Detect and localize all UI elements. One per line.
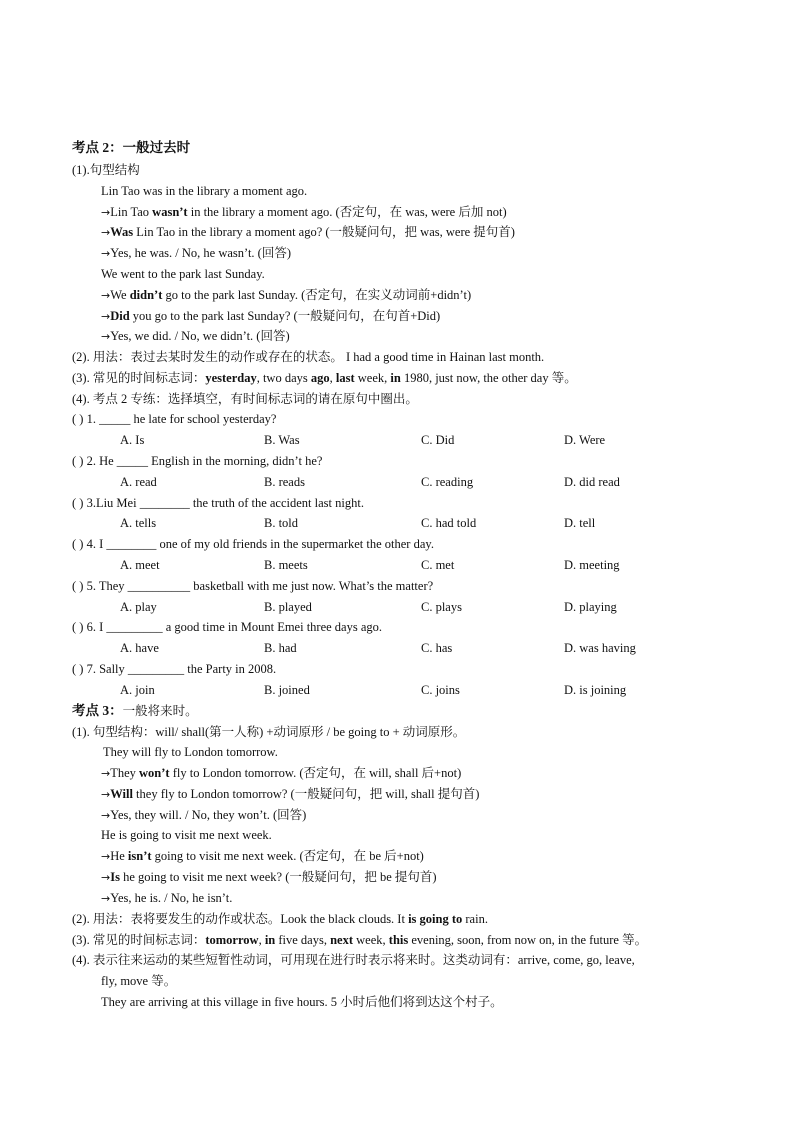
option-a: A. have (120, 641, 159, 655)
usage-line: (2). 用法：表将要发生的动作或状态。Look the black clouds. It is going to rain. (72, 912, 488, 926)
option-c: C. reading (421, 475, 474, 489)
example-sentence: We went to the park last Sunday. (101, 267, 265, 281)
key-word: wasn’t (152, 205, 188, 219)
option-a: A. join (120, 683, 155, 697)
arrow-icon: → (101, 310, 111, 323)
section3-title: 考点 3：一般将来时。 (72, 703, 198, 718)
option-d: D. meeting (564, 558, 620, 572)
question-form: →Is he going to visit me next week? (一般疑问句，把 be 提句首) (101, 870, 437, 884)
option-c: C. Did (421, 433, 455, 447)
arrow-icon: → (101, 809, 111, 822)
answer-form: →Yes, he is. / No, he isn’t. (101, 891, 233, 905)
arrow-icon: → (101, 850, 111, 863)
arrow-icon: → (101, 206, 111, 219)
option-b: B. reads (264, 475, 305, 489)
option-d: D. was having (564, 641, 636, 655)
question-form: →Will they fly to London tomorrow? (一般疑问句，把 will, shall 提句首) (101, 787, 480, 801)
arrow-icon: → (101, 247, 111, 260)
note-line: (4). 表示往来运动的某些短暂性动词，可用现在进行时表示将来时。这类动词有：arrive, come, go, leave, (72, 953, 635, 967)
example-sentence: They will fly to London tomorrow. (103, 745, 278, 759)
option-c: C. plays (421, 600, 462, 614)
note-line-continued: fly, move 等。 (101, 974, 177, 988)
negative-form: →Lin Tao wasn’t in the library a moment ago. (否定句，在 was, were 后加 not) (101, 205, 507, 219)
option-c: C. has (421, 641, 453, 655)
key-word: Was (110, 225, 134, 239)
option-b: B. joined (264, 683, 310, 697)
question-stem: ( ) 1. _____ he late for school yesterday? (72, 412, 277, 426)
example-sentence: He is going to visit me next week. (101, 828, 272, 842)
arrow-icon: → (101, 871, 111, 884)
arrow-icon: → (101, 788, 111, 801)
option-d: D. playing (564, 600, 617, 614)
usage-line: (2). 用法：表过去某时发生的动作或存在的状态。 I had a good time in Hainan last month. (72, 350, 545, 364)
arrow-icon: → (101, 226, 111, 239)
question-stem: ( ) 6. I _________ a good time in Mount Emei three days ago. (72, 620, 383, 634)
option-b: B. played (264, 600, 312, 614)
negative-form: →We didn’t go to the park last Sunday. (否定句，在实义动词前+didn’t) (101, 288, 472, 302)
key-word: won’t (139, 766, 170, 780)
key-word: Is (110, 870, 120, 884)
key-word: isn’t (127, 849, 152, 863)
answer-form: →Yes, he was. / No, he wasn’t. (回答) (101, 246, 291, 260)
key-word: Will (110, 787, 133, 801)
negative-form: →They won’t fly to London tomorrow. (否定句，在 will, shall 后+not) (101, 766, 462, 780)
arrow-icon: → (101, 330, 111, 343)
arrow-icon: → (101, 289, 111, 302)
question-stem: ( ) 3.Liu Mei ________ the truth of the accident last night. (72, 496, 364, 510)
option-b: B. Was (264, 433, 300, 447)
option-c: C. met (421, 558, 455, 572)
question-stem: ( ) 4. I ________ one of my old friends in the supermarket the other day. (72, 537, 434, 551)
option-c: C. joins (421, 683, 460, 697)
section3-structure: (1). 句型结构：will/ shall(第一人称) +动词原形 / be going to + 动词原形。 (72, 725, 466, 739)
option-d: D. Were (564, 433, 606, 447)
time-markers-line: (3). 常见的时间标志词：tomorrow, in five days, next week, this evening, soon, from now on, in the future 等。 (72, 933, 648, 947)
option-b: B. told (264, 516, 299, 530)
note-example: They are arriving at this village in five hours. 5 小时后他们将到达这个村子。 (101, 995, 503, 1009)
time-markers-line: (3). 常见的时间标志词：yesterday, two days ago, last week, in 1980, just now, the other day 等。 (72, 371, 577, 385)
option-a: A. Is (120, 433, 145, 447)
option-b: B. meets (264, 558, 308, 572)
option-a: A. play (120, 600, 157, 614)
answer-form: →Yes, we did. / No, we didn’t. (回答) (101, 329, 290, 343)
question-stem: ( ) 7. Sally _________ the Party in 2008. (72, 662, 277, 676)
key-word: didn’t (129, 288, 163, 302)
key-word: Did (110, 309, 130, 323)
question-form: →Did you go to the park last Sunday? (一般疑问句，在句首+Did) (101, 309, 441, 323)
option-a: A. meet (120, 558, 160, 572)
question-stem: ( ) 5. They __________ basketball with me just now. What’s the matter? (72, 579, 434, 593)
option-d: D. did read (564, 475, 620, 489)
section2-structure-label: (1).句型结构 (72, 163, 140, 177)
option-a: A. read (120, 475, 157, 489)
option-b: B. had (264, 641, 297, 655)
question-stem: ( ) 2. He _____ English in the morning, didn’t he? (72, 454, 323, 468)
option-d: D. tell (564, 516, 596, 530)
negative-form: →He isn’t going to visit me next week. (否定句，在 be 后+not) (101, 849, 424, 863)
option-a: A. tells (120, 516, 157, 530)
arrow-icon: → (101, 767, 111, 780)
arrow-icon: → (101, 892, 111, 905)
section2-title: 考点 2：一般过去时 (72, 140, 191, 155)
option-d: D. is joining (564, 683, 627, 697)
question-form: →Was Lin Tao in the library a moment ago? (一般疑问句，把 was, were 提句首) (101, 225, 515, 239)
option-c: C. had told (421, 516, 477, 530)
answer-form: →Yes, they will. / No, they won’t. (回答) (101, 808, 307, 822)
example-sentence: Lin Tao was in the library a moment ago. (101, 184, 308, 198)
exercise-title: (4). 考点 2 专练：选择填空，有时间标志词的请在原句中圈出。 (72, 392, 418, 406)
